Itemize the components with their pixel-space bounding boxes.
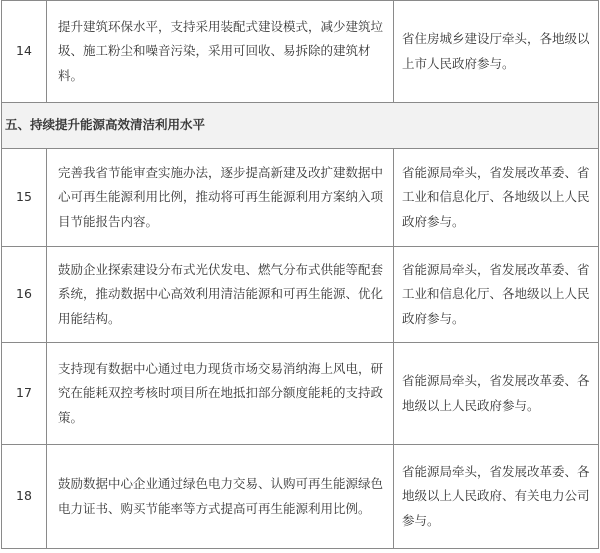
table-row [2, 445, 599, 549]
row-number: 17 [2, 343, 47, 445]
row-number: 15 [2, 149, 47, 247]
row-number: 18 [2, 445, 47, 549]
task-description: 提升建筑环保水平，支持采用装配式建设模式，减少建筑垃圾、施工粉尘和噪音污染，采用可回收、易拆除的建筑材料。 [47, 1, 394, 103]
responsible-departments: 省能源局牵头，省发展改革委、省工业和信息化厅、各地级以上人民政府参与。 [394, 149, 599, 247]
section-header-row [2, 103, 599, 149]
row-number: 14 [2, 1, 47, 103]
table-row [2, 149, 599, 247]
task-description: 完善我省节能审查实施办法，逐步提高新建及改扩建数据中心可再生能源利用比例，推动将可再生能源利用方案纳入项目节能报告内容。 [47, 149, 394, 247]
table-row [2, 343, 599, 445]
task-description: 支持现有数据中心通过电力现货市场交易消纳海上风电，研究在能耗双控考核时项目所在地抵扣部分额度能耗的支持政策。 [47, 343, 394, 445]
table-row [2, 247, 599, 343]
policy-table [1, 0, 599, 549]
responsible-departments: 省能源局牵头，省发展改革委、省工业和信息化厅、各地级以上人民政府参与。 [394, 247, 599, 343]
task-description: 鼓励企业探索建设分布式光伏发电、燃气分布式供能等配套系统，推动数据中心高效利用清洁能源和可再生能源、优化用能结构。 [47, 247, 394, 343]
section-title: 五、持续提升能源高效清洁利用水平 [2, 103, 599, 149]
responsible-departments: 省能源局牵头，省发展改革委、各地级以上人民政府、有关电力公司参与。 [394, 445, 599, 549]
task-description: 鼓励数据中心企业通过绿色电力交易、认购可再生能源绿色电力证书、购买节能率等方式提高可再生能源利用比例。 [47, 445, 394, 549]
responsible-departments: 省能源局牵头，省发展改革委、各地级以上人民政府参与。 [394, 343, 599, 445]
table-row [2, 1, 599, 103]
row-number: 16 [2, 247, 47, 343]
responsible-departments: 省住房城乡建设厅牵头，各地级以上市人民政府参与。 [394, 1, 599, 103]
